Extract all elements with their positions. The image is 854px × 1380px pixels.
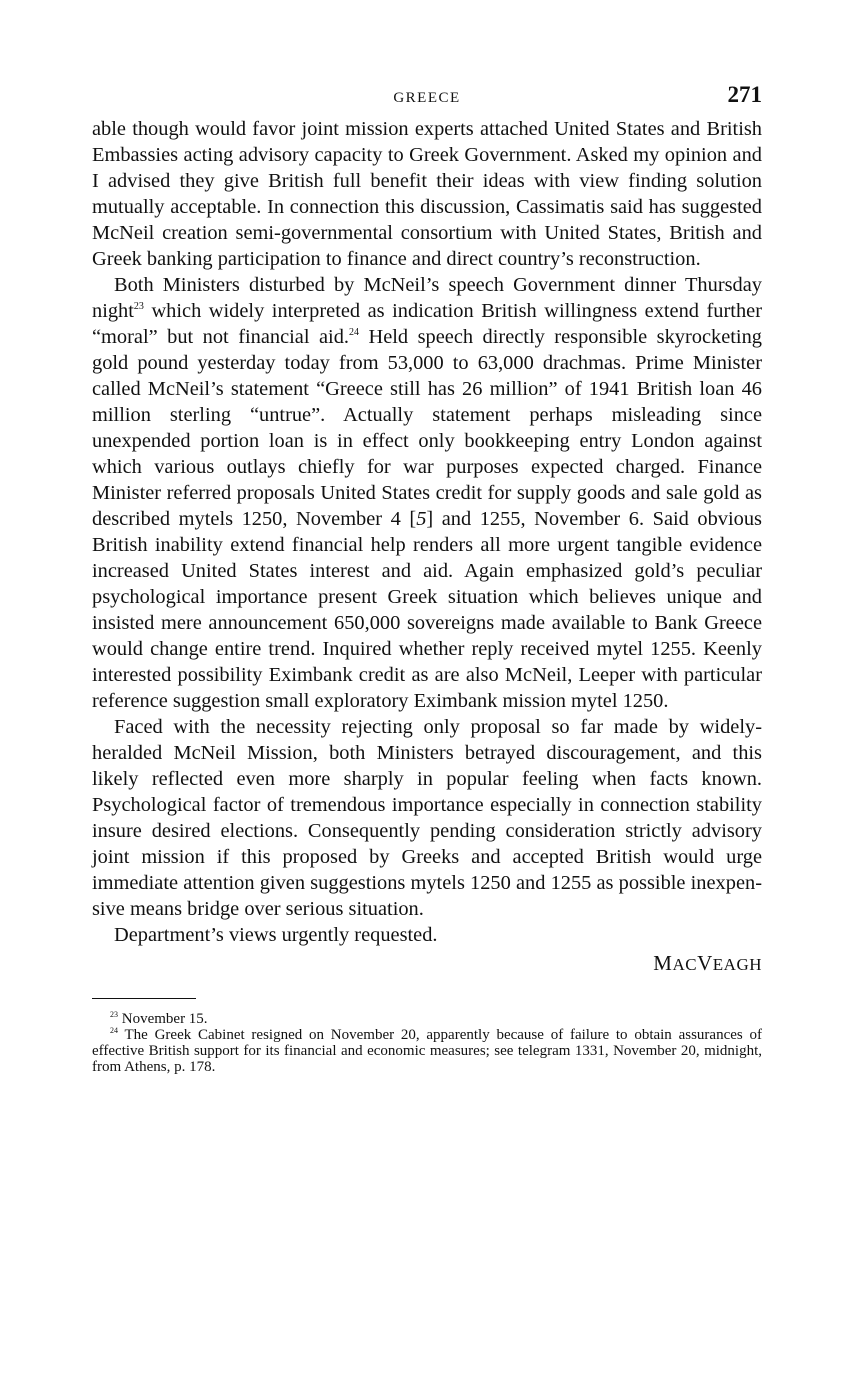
footnote-23-mark: 23: [110, 1010, 118, 1019]
page-number: 271: [727, 82, 762, 107]
footnote-24: [92, 1027, 762, 1075]
running-head: [92, 82, 762, 116]
paragraph-4: Department’s views urgently requested.: [114, 924, 438, 946]
footnote-ref-24: 24: [349, 327, 360, 338]
paragraph-2-part-c: Held speech directly responsible skyrocketing gold pound yesterday today from 53,000 to 63,000 drachmas. Prime Minister called McNeil’s statement “Greece still has 26 million” of 1941 British loan 46 million sterling “untrue”. Actually statement perhaps misleading since unexpended portion loan is in effect only bookkeeping entry London against which various outlays chiefly for war purposes expected charged. Finance Minister referred proposals United States credit for supply goods and sale gold as described mytels 1250, November 4 [: [92, 326, 762, 530]
paragraph-2-part-d: ] and 1255, November 6. Said obvious British inability extend financial help renders all more urgent tangible evidence increased United States interest and aid. Again emphasized gold’s peculiar psychological importance present Greek situation which believes unique and insisted mere announcement 650,000 sovereigns made available to Bank Greece would change entire trend. Inquired whether reply received mytel 1255. Keenly interested possibility Eximbank credit as are also McNeil, Leeper with particular reference suggestion small exploratory Eximbank mission mytel 1250.: [92, 508, 762, 712]
paragraph-3: Faced with the necessity rejecting only proposal so far made by widely-heralded McNeil Mission, both Ministers betrayed discouragement, and this likely reflected even more sharply in popular feeling when facts known. Psychological factor of tremendous importance especially in connection stability insure desired elections. Consequently pending consideration strictly advisory joint mission if this proposed by Greeks and accepted British would urge immediate attention given suggestions mytels 1250 and 1255 as possible inexpensive means bridge over serious situation.: [92, 716, 762, 920]
paragraph-2-italic-date: 5: [416, 508, 427, 530]
running-title: GREECE: [393, 90, 461, 106]
paragraph-2: [92, 272, 762, 714]
signature-part-1: AC: [672, 955, 698, 974]
body-text: [92, 116, 762, 948]
paragraph-2-part-b: which widely interpreted as indication British willingness extend further “moral” but not financial aid.: [92, 300, 762, 348]
footnote-ref-23: 23: [133, 301, 144, 312]
footnote-23: [92, 1011, 762, 1027]
document-page: [92, 82, 762, 1075]
footnote-24-text: The Greek Cabinet resigned on November 20, apparently because of failure to obtain assurances of effective British support for its financial and economic measures; see telegram 1331, November 20, midnight, from Athens, p. 178.: [92, 1027, 762, 1075]
signature-cap-1: M: [653, 951, 673, 975]
footnote-divider: [92, 998, 196, 999]
signature-part-2: EAGH: [712, 955, 762, 974]
footnote-24-mark: 24: [110, 1026, 118, 1035]
footnotes: [92, 1011, 762, 1075]
footnote-23-text: November 15.: [118, 1011, 208, 1027]
signature-cap-2: V: [697, 951, 713, 975]
signature: [92, 950, 762, 978]
paragraph-2-part-a: Both Ministers disturbed by McNeil’s speech Government dinner Thursday night: [92, 274, 762, 322]
paragraph-1: able though would favor joint mission experts attached United States and British Embassies acting advisory capacity to Greek Government. Asked my opinion and I advised they give British full benefit their ideas with view finding solution mutually acceptable. In connection this discussion, Cassimatis said has suggested McNeil creation semi-governmental consortium with United States, British and Greek banking participation to finance and direct country’s reconstruction.: [92, 118, 762, 270]
